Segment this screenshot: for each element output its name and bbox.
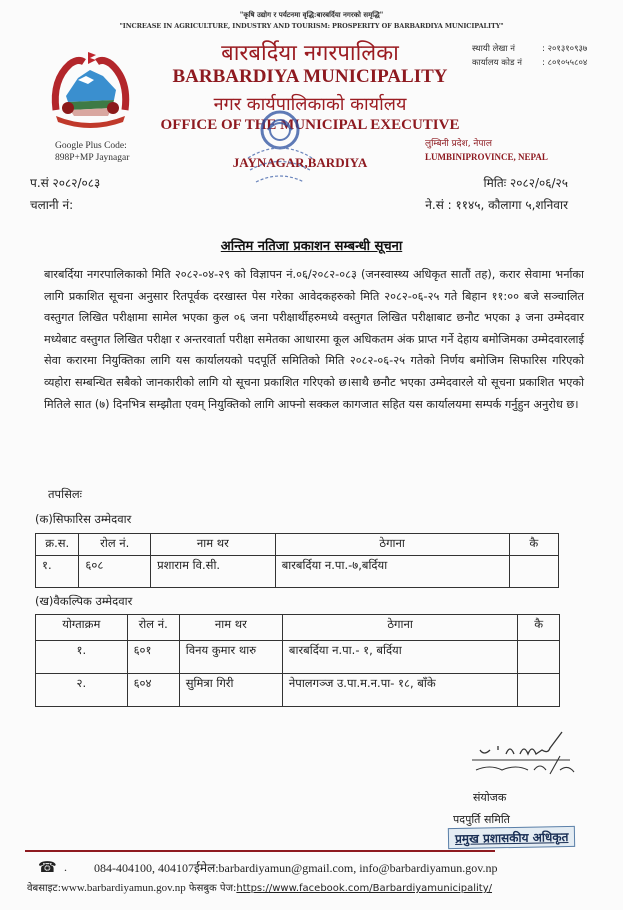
recommended-label: (क)सिफारिस उम्मेदवार [35,512,132,526]
cell-merit-order: १. [36,641,128,674]
notice-subject: अन्तिम नतिजा प्रकाशन सम्बन्धी सूचना [220,239,403,254]
cell-remarks [509,556,558,588]
signer-block [453,787,510,831]
motto [0,10,623,30]
signature-icon [470,730,580,780]
col-remarks: कै [509,534,558,556]
official-seal: प्रमुख प्रशासकीय अधिकृत [448,826,576,849]
municipality-title-english: BARBARDIYA MUNICIPALITY [172,66,448,87]
municipality-title-nepali: बारबर्दिया नगरपालिका [221,41,399,66]
cell-serial: १. [36,556,79,588]
cell-name: प्रशाराम वि.सी. [151,556,276,588]
cell-address: बारबर्दिया न.पा.- १, बर्दिया [282,641,517,674]
col-address: ठेगाना [275,534,509,556]
table-header-row [36,534,559,556]
col-address: ठेगाना [282,615,517,641]
col-merit-order: योग्ताक्रम [36,615,128,641]
plus-code-value: 898P+MP Jaynagar [55,153,130,163]
pan-value: : २०१३१०९३७ [542,44,588,54]
cell-address: बारबर्दिया न.पा.-७,बर्दिया [275,556,509,588]
nepal-emblem-icon [48,50,133,132]
cell-name: विनय कुमार थारु [179,641,282,674]
plus-code [55,140,129,164]
cell-roll: ६०१ [127,641,179,674]
cell-remarks [518,641,560,674]
office-code-value: : ८०१०५५८०४ [542,58,588,68]
cell-roll: ६०८ [79,556,151,588]
col-serial: क्र.स. [36,534,79,556]
date: मितिः २०८२/०६/२५ [483,176,568,190]
province-english: LUMBINIPROVINCE, NEPAL [425,152,548,162]
cell-roll: ६०४ [127,674,179,707]
footer-links [27,880,492,894]
office-address: JAYNAGAR,BARDIYA [232,155,368,170]
pan-label: स्थायी लेखा नं [472,44,515,54]
footer-divider [25,850,495,852]
footer-contact: ☎ . 084-404100, 404107ईमेल:barbardiyamun@gmail.com, info@barbardiyamun.gov.np [38,860,498,876]
date-block [425,172,568,216]
alternate-table [35,614,560,707]
telephone-icon: ☎ [38,860,57,876]
col-roll: रोल नं. [79,534,151,556]
col-roll: रोल नं. [127,615,179,641]
reference-number: प.सं २०८२/०८३ [30,176,101,190]
col-name: नाम थर [151,534,276,556]
signer-committee: पदपुर्ति समिति [453,813,510,826]
recommended-table [35,533,559,588]
office-code-label: कार्यालय कोड नं [472,58,522,68]
office-title-nepali: नगर कार्यपालिकाको कार्यालय [213,94,407,115]
province [425,138,548,164]
cell-address: नेपालगञ्ज उ.पा.म.न.पा- १८, बाँके [282,674,517,707]
website-link[interactable]: www.barbardiyamun.gov.np [60,882,186,894]
plus-code-label: Google Plus Code: [55,141,127,151]
office-title-english: OFFICE OF THE MUNICIPAL EXECUTIVE [160,117,460,133]
contact-info: 084-404100, 404107ईमेल:barbardiyamun@gmail.com, info@barbardiyamun.gov.np [94,861,498,875]
website-label: वेबसाइट: [27,883,61,894]
facebook-label: फेसबुक पेज: [185,883,237,894]
facebook-link[interactable]: https://www.facebook.com/Barbardiyamunicipality/ [236,883,493,894]
col-name: नाम थर [179,615,282,641]
registration-info [472,42,587,70]
table-row [36,556,559,588]
cell-remarks [518,674,560,707]
details-label: तपसिलः [48,487,82,501]
cell-name: सुमित्रा गिरी [179,674,282,707]
reference-block [30,172,100,216]
motto-nepali: "कृषि उद्योग र पर्यटनमा वृद्धि:बारबर्दिया नगरको समृद्धि" [239,10,384,19]
cell-merit-order: २. [36,674,128,707]
signer-role: संयोजक [473,791,507,804]
table-row [36,674,560,707]
dispatch-number: चलानी नं: [30,198,74,212]
motto-english: "INCREASE IN AGRICULTURE, INDUSTRY AND TOURISM: PROSPERITY OF BARBARDIYA MUNICIPALITY" [119,22,504,30]
province-nepali: लुम्बिनी प्रदेश, नेपाल [425,139,492,149]
table-row [36,641,560,674]
table-header-row [36,615,560,641]
nepal-sambat-date: ने.सं : ११४५, कौलागा ५,शनिवार [425,198,568,212]
col-remarks: कै [518,615,560,641]
notice-body: बारबर्दिया नगरपालिकाको मिति २०८२-०४-२९ को विज्ञापन नं.०६/२०८२-०८३ (जनस्वास्थ्य अधिकृत सातौं तह), करार सेवामा भर्नाका लागि प्रकाशित सूचना अनुसार रितपूर्वक दरखास्त पेस गरेका आवेदकहरुको मिति २०८२-०६-२५ गते बिहान ११:०० बजे सञ्चालित वस्तुगत लिखित परीक्षामा सामेल भएका कुल ०६ जना परीक्षार्थीहरुमध्ये वस्तुगत लिखित परीक्षाबाट छनौट भएका ३ जना उम्मेदवार मध्येबाट वस्तुगत लिखित परीक्षा र अन्तरवार्ता परीक्षा समेतका आधारमा कूल अधिकतम अंक प्राप्त गर्ने देहाय बमोजिमका उम्मेदवारलाई सेवा करारमा नियुक्तिका लागि यस कार्यालयको पदपूर्ति समितिको मिति २०८२-०६-२५ गतेको निर्णय बमोजिम सिफारिस गरिएको व्यहोरा सम्बन्धित सबैको जानकारीको लागि यो सूचना प्रकाशित गरिएको छ।साथै छनौट भएका उम्मेदवारले यो सूचना प्रकाशित भएको मितिले सात (७) दिनभित्र सम्झौता एवम् नियुक्तिको लागि आफ्नो सक्कल कागजात सहित यस कार्यालयमा सम्पर्क गर्नुहुन अनुरोध छ। [44,268,584,411]
office-stamp-icon [240,108,320,193]
alternate-label: (ख)वैकल्पिक उम्मेदवार [35,594,133,608]
